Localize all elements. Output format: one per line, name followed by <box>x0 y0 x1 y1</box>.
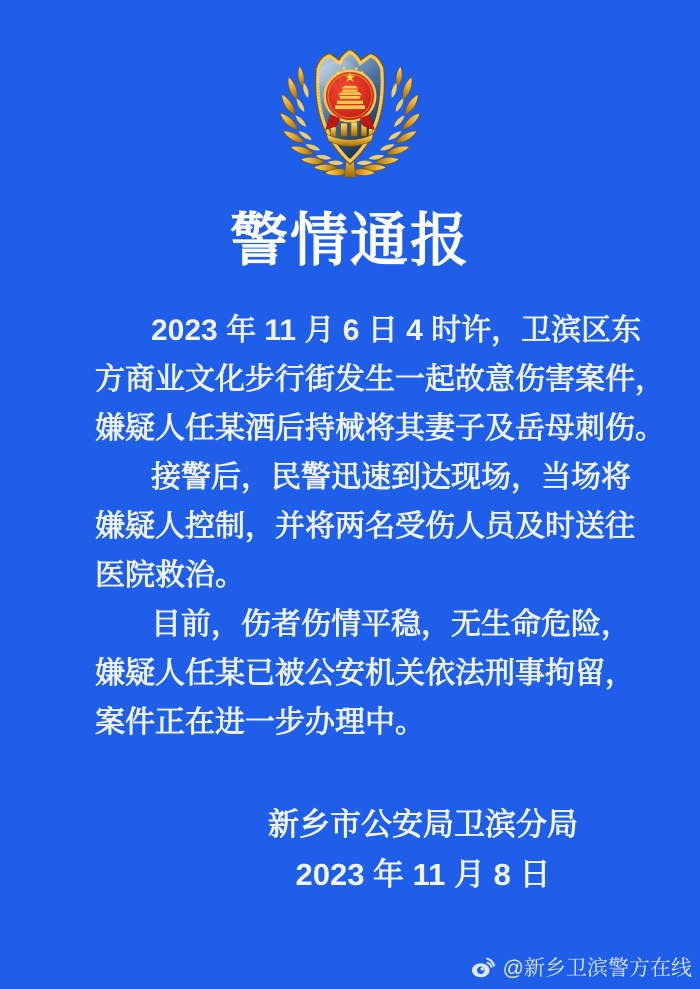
signature-block <box>0 800 700 900</box>
body-line: 目前，伤者伤情平稳，无生命危险， <box>151 608 631 641</box>
notice-body <box>95 306 670 747</box>
body-line: 2023 年 11 月 6 日 4 时许，卫滨区东 <box>151 314 642 347</box>
body-line: 医院救治。 <box>95 559 245 592</box>
police-badge <box>275 40 425 180</box>
body-line: 嫌疑人任某酒后持械将其妻子及岳母刺伤。 <box>95 412 665 445</box>
police-badge-icon <box>275 40 425 180</box>
signature-org: 新乡市公安局卫滨分局 <box>268 807 578 842</box>
body-line: 嫌疑人任某已被公安机关依法刑事拘留， <box>95 657 635 690</box>
body-line: 接警后，民警迅速到达现场，当场将 <box>151 461 631 494</box>
body-line: 案件正在进一步办理中。 <box>95 706 425 739</box>
body-line: 嫌疑人控制，并将两名受伤人员及时送往 <box>95 510 635 543</box>
signature-date: 2023 年 11 月 8 日 <box>295 857 551 892</box>
notice-title: 警情通报 <box>229 208 470 273</box>
body-line: 方商业文化步行街发生一起故意伤害案件， <box>95 363 665 396</box>
weibo-icon <box>470 956 497 978</box>
watermark-handle: @新乡卫滨警方在线 <box>502 957 692 980</box>
watermark <box>470 952 692 982</box>
